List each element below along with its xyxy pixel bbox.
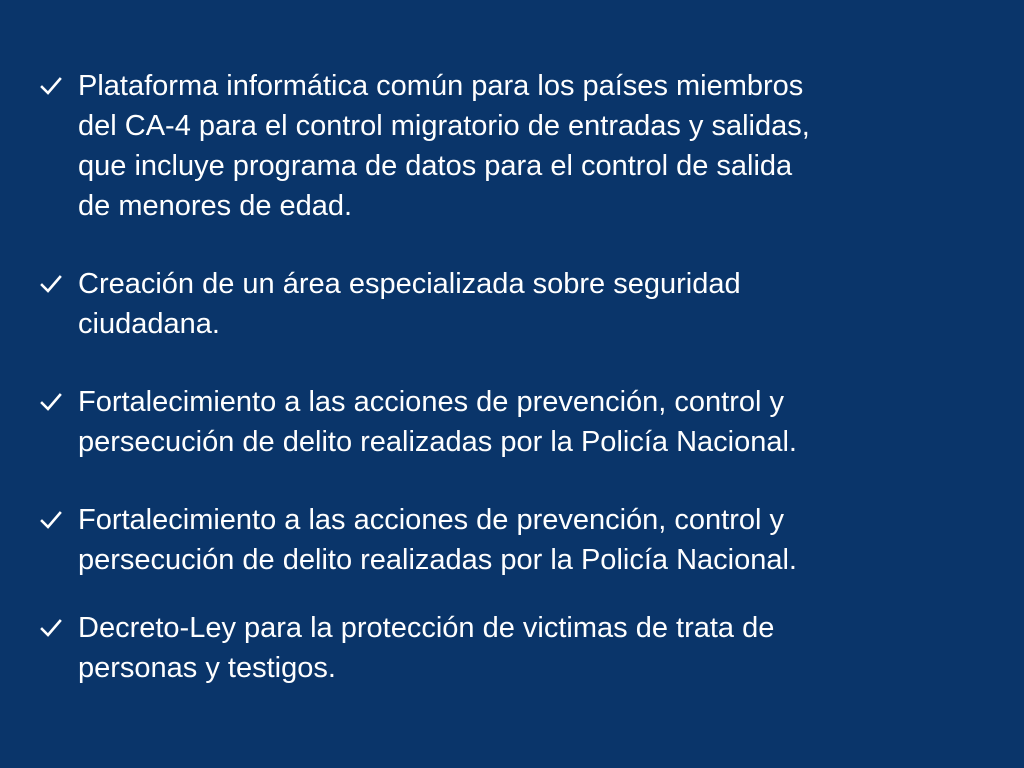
bullet-line: Fortalecimiento a las acciones de prevención, control y [78, 386, 785, 418]
bullet-text [78, 500, 970, 580]
bullet-line: Decreto-Ley para la protección de victimas de trata de [78, 612, 775, 644]
bullet-text [78, 264, 970, 344]
check-mark-icon [40, 382, 78, 422]
bullet-line: de menores de edad. [78, 190, 353, 222]
bullet-item [40, 608, 970, 688]
check-mark-icon [40, 66, 78, 106]
bullet-text [78, 66, 970, 226]
bullet-text [78, 608, 970, 688]
bullet-line: personas y testigos. [78, 652, 336, 684]
bullet-list [40, 66, 970, 688]
bullet-line: persecución de delito realizadas por la Policía Nacional. [78, 426, 797, 458]
check-mark-icon [40, 608, 78, 648]
bullet-text [78, 382, 970, 462]
bullet-line: ciudadana. [78, 308, 220, 340]
check-mark-icon [40, 264, 78, 304]
bullet-item [40, 264, 970, 344]
bullet-line: persecución de delito realizadas por la Policía Nacional. [78, 544, 797, 576]
bullet-line: Plataforma informática común para los países miembros [78, 70, 804, 102]
bullet-item [40, 66, 970, 226]
bullet-line: Fortalecimiento a las acciones de prevención, control y [78, 504, 785, 536]
bullet-line: del CA-4 para el control migratorio de entradas y salidas, [78, 110, 810, 142]
bullet-line: Creación de un área especializada sobre seguridad [78, 268, 741, 300]
bullet-item [40, 500, 970, 580]
bullet-item [40, 382, 970, 462]
check-mark-icon [40, 500, 78, 540]
bullet-line: que incluye programa de datos para el control de salida [78, 150, 793, 182]
